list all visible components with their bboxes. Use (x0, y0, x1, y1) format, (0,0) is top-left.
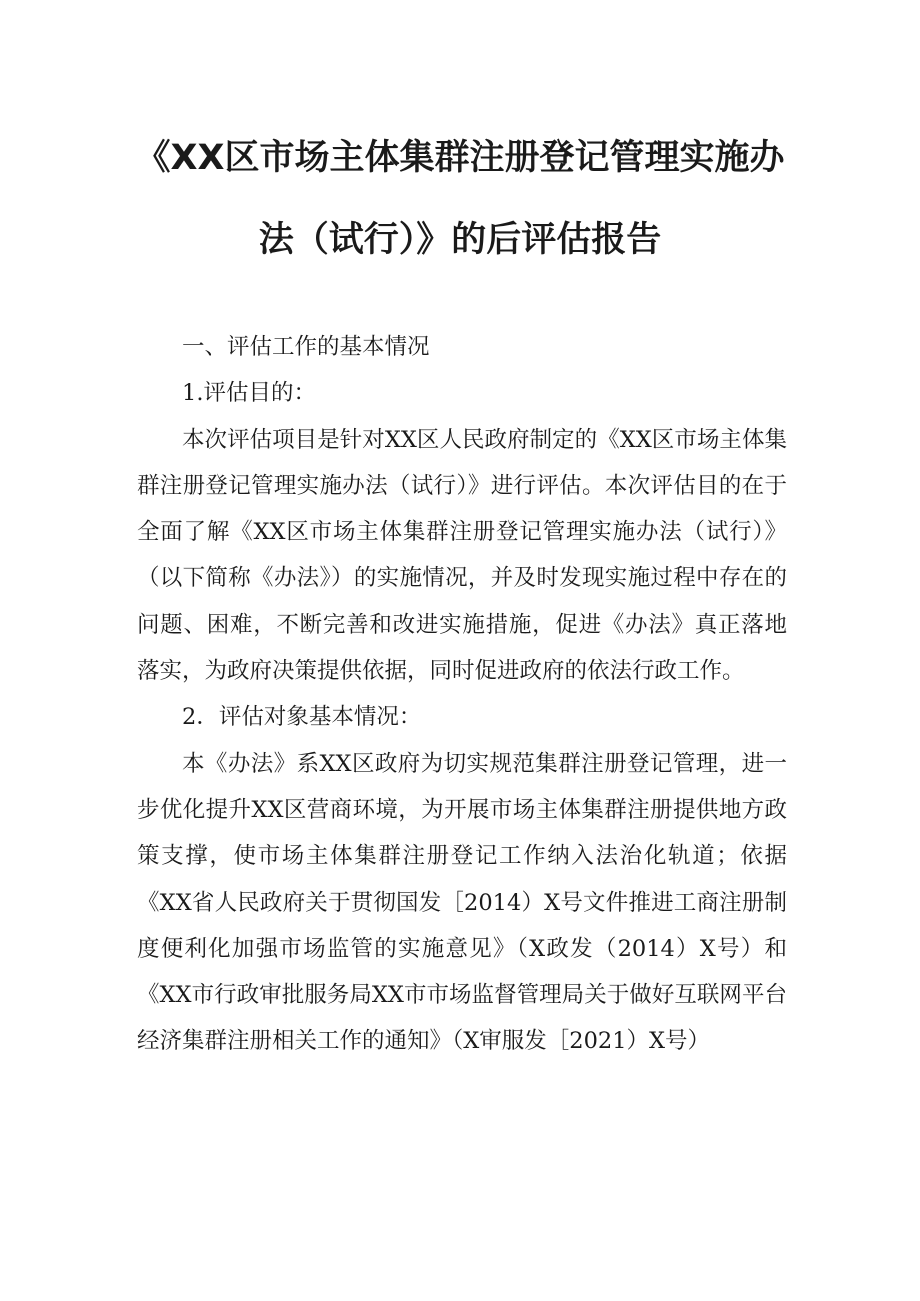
section-heading-1: 一、评估工作的基本情况 (182, 334, 430, 360)
subsection-heading-1: 1.评估目的： (182, 380, 316, 407)
paragraph-evaluation-object: 本《办法》系XX区政府为切实规范集群注册登记管理，进一步优化提升XX区营商环境，为开展市场主体集群注册提供地方政策支撑，使市场主体集群注册登记工作纳入法治化轨道；依据《XX省人民政府关于贯彻国发［2014）X号文件推进工商注册制度便利化加强市场监管的实施意见》（X政发（2014）X号）和《XX市行政审批服务局XX市市场监督管理局关于做好互联网平台经济集群注册相关工作的通知》（X审服发［2021）X号） (137, 750, 787, 1055)
subsection-heading-2: 2．评估对象基本情况： (182, 704, 422, 731)
document-title-line-2: 法（试行）》的后评估报告 (258, 220, 662, 260)
paragraph-evaluation-purpose: 本次评估项目是针对XX区人民政府制定的《XX区市场主体集群注册登记管理实施办法（试行）》进行评估。本次评估目的在于全面了解《XX区市场主体集群注册登记管理实施办法（试行）》（以下简称《办法》）的实施情况，并及时发现实施过程中存在的问题、困难，不断完善和改进实施措施，促进《办法》真正落地落实，为政府决策提供依据，同时促进政府的依法行政工作。 (137, 426, 787, 685)
document-title-line-1: 《XX区市场主体集群注册登记管理实施办 (135, 138, 785, 178)
document-body (137, 324, 787, 1065)
